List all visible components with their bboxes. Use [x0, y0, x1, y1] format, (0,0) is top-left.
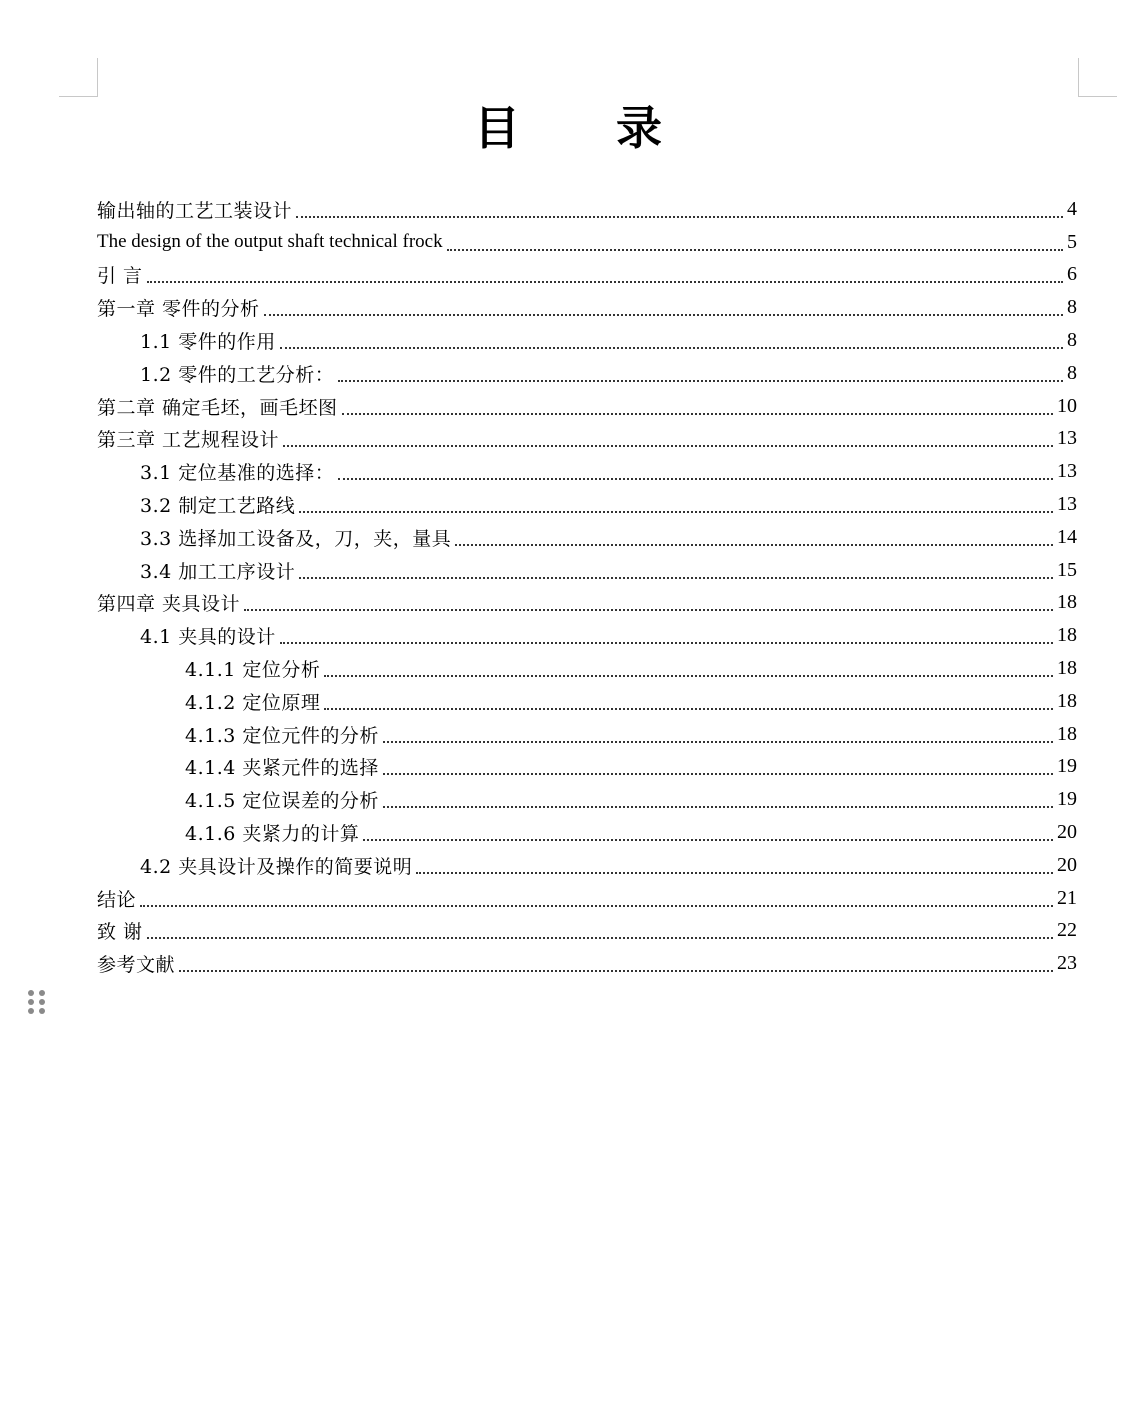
- toc-leader-dots: [296, 216, 1063, 218]
- toc-title: 目 录: [473, 101, 702, 155]
- toc-leader-dots: [147, 937, 1053, 939]
- toc-entry-page-number: 23: [1057, 952, 1077, 975]
- toc-leader-dots: [140, 905, 1053, 907]
- toc-leader-dots: [147, 281, 1063, 283]
- toc-entry[interactable]: [97, 390, 1077, 423]
- toc-leader-dots: [338, 478, 1053, 480]
- toc-entry-page-number: 14: [1057, 525, 1077, 548]
- toc-entry[interactable]: [97, 193, 1077, 226]
- toc-entry-page-number: 18: [1057, 689, 1077, 712]
- toc-entry[interactable]: [97, 587, 1077, 620]
- toc-entry[interactable]: [97, 554, 1077, 587]
- toc-entry-page-number: 15: [1057, 558, 1077, 581]
- toc-entry-label: 1.2 零件的工艺分析：: [140, 363, 335, 386]
- toc-leader-dots: [264, 314, 1063, 316]
- toc-entry[interactable]: [97, 521, 1077, 554]
- toc-entry[interactable]: [97, 915, 1077, 948]
- toc-entry-page-number: 18: [1057, 624, 1077, 647]
- toc-entry[interactable]: [97, 357, 1077, 390]
- toc-leader-dots: [455, 544, 1053, 546]
- toc-entry[interactable]: [97, 882, 1077, 915]
- toc-leader-dots: [299, 577, 1053, 579]
- toc-leader-dots: [363, 839, 1053, 841]
- toc-entry[interactable]: [97, 259, 1077, 292]
- toc-entry-label: 致 谢: [97, 921, 143, 944]
- toc-entry-page-number: 13: [1057, 460, 1077, 483]
- toc-entry-label: 第二章 确定毛坯，画毛坯图: [97, 396, 338, 419]
- toc-entry-label: The design of the output shaft technical frock: [97, 231, 443, 253]
- toc-entry-page-number: 6: [1067, 263, 1077, 286]
- toc-entry-page-number: 13: [1057, 493, 1077, 516]
- toc-entry-label: 引 言: [97, 265, 143, 288]
- toc-entry-label: 4.2 夹具设计及操作的简要说明: [140, 855, 413, 878]
- toc-leader-dots: [324, 708, 1053, 710]
- toc-entry[interactable]: [97, 751, 1077, 784]
- page-corner-mark-top-left: [59, 58, 98, 97]
- toc-entry-label: 输出轴的工艺工装设计: [97, 199, 293, 222]
- toc-entry[interactable]: [97, 488, 1077, 521]
- toc-leader-dots: [244, 609, 1053, 611]
- toc-entry[interactable]: [97, 619, 1077, 652]
- toc-entry[interactable]: [97, 324, 1077, 357]
- toc-entry-page-number: 8: [1067, 329, 1077, 352]
- toc-entry-page-number: 4: [1067, 197, 1077, 220]
- toc-leader-dots: [447, 249, 1063, 251]
- toc-entry-label: 4.1.3 定位元件的分析: [185, 724, 379, 747]
- toc-entry-page-number: 18: [1057, 722, 1077, 745]
- toc-entry-label: 3.3 选择加工设备及，刀，夹，量具: [140, 527, 452, 550]
- toc-leader-dots: [383, 773, 1053, 775]
- toc-entry-label: 4.1.6 夹紧力的计算: [185, 823, 360, 846]
- toc-entry-page-number: 22: [1057, 919, 1077, 942]
- toc-entry[interactable]: [97, 423, 1077, 456]
- toc-leader-dots: [299, 511, 1053, 513]
- toc-entry-page-number: 5: [1067, 230, 1077, 253]
- drag-handle-icon[interactable]: [28, 990, 46, 1018]
- toc-entry-label: 4.1.5 定位误差的分析: [185, 790, 379, 813]
- toc-entry-page-number: 13: [1057, 427, 1077, 450]
- toc-leader-dots: [280, 347, 1063, 349]
- toc-entry-page-number: 18: [1057, 657, 1077, 680]
- toc-entry-label: 4.1.4 夹紧元件的选择: [185, 757, 379, 780]
- toc-entry-page-number: 19: [1057, 755, 1077, 778]
- toc-entry-page-number: 20: [1057, 821, 1077, 844]
- toc-entry[interactable]: [97, 652, 1077, 685]
- toc-entry-page-number: 8: [1067, 361, 1077, 384]
- toc-entry[interactable]: [97, 947, 1077, 980]
- toc-entry[interactable]: [97, 849, 1077, 882]
- toc-entry-label: 第三章 工艺规程设计: [97, 429, 280, 452]
- toc-entry-page-number: 20: [1057, 853, 1077, 876]
- toc-entry-page-number: 18: [1057, 591, 1077, 614]
- toc-entry-label: 4.1.1 定位分析: [185, 659, 321, 682]
- toc-entry-label: 3.2 制定工艺路线: [140, 495, 296, 518]
- toc-entry[interactable]: [97, 685, 1077, 718]
- toc-entry-label: 第一章 零件的分析: [97, 298, 260, 321]
- toc-entry-label: 第四章 夹具设计: [97, 593, 241, 616]
- toc-entry-page-number: 10: [1057, 394, 1077, 417]
- toc-leader-dots: [179, 970, 1053, 972]
- toc-leader-dots: [283, 445, 1053, 447]
- toc-entry[interactable]: [97, 718, 1077, 751]
- table-of-contents: [97, 193, 1077, 980]
- toc-leader-dots: [416, 872, 1053, 874]
- toc-entry-label: 4.1.2 定位原理: [185, 691, 321, 714]
- toc-entry-page-number: 19: [1057, 788, 1077, 811]
- toc-entry-label: 结论: [97, 888, 137, 911]
- toc-entry[interactable]: [97, 455, 1077, 488]
- toc-entry-page-number: 8: [1067, 296, 1077, 319]
- toc-entry-label: 3.1 定位基准的选择：: [140, 462, 335, 485]
- toc-leader-dots: [383, 741, 1053, 743]
- toc-entry[interactable]: [97, 226, 1077, 259]
- toc-entry-label: 1.1 零件的作用: [140, 331, 276, 354]
- toc-entry[interactable]: [97, 816, 1077, 849]
- toc-entry[interactable]: [97, 783, 1077, 816]
- page-corner-mark-top-right: [1078, 58, 1117, 97]
- toc-entry-label: 参考文献: [97, 954, 176, 977]
- toc-leader-dots: [324, 675, 1053, 677]
- toc-leader-dots: [383, 806, 1053, 808]
- toc-entry-label: 4.1 夹具的设计: [140, 626, 276, 649]
- toc-entry-label: 3.4 加工工序设计: [140, 560, 296, 583]
- toc-entry-page-number: 21: [1057, 886, 1077, 909]
- toc-leader-dots: [280, 642, 1053, 644]
- toc-leader-dots: [342, 413, 1053, 415]
- toc-leader-dots: [338, 380, 1063, 382]
- toc-entry[interactable]: [97, 291, 1077, 324]
